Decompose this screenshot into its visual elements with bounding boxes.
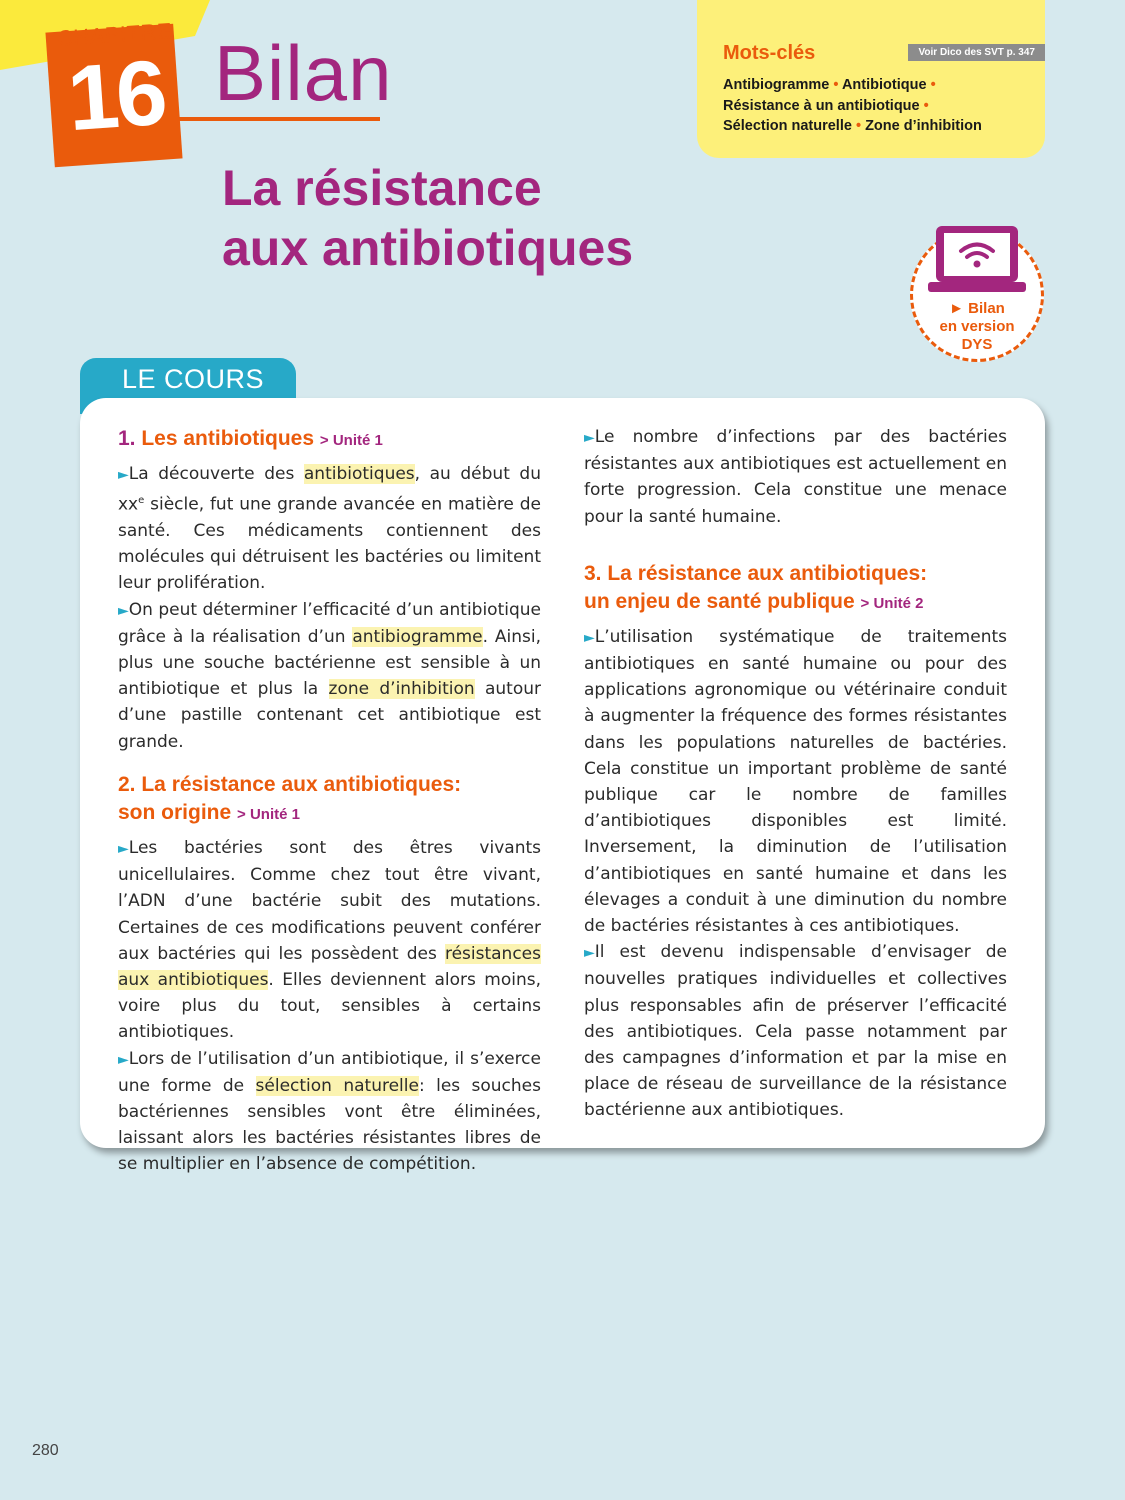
chapter-label: CHAPITRE <box>56 18 173 51</box>
paragraph: ►Les bactéries sont des êtres vivants unicellulaires. Comme chez tout être vivant, l’ADN d’une bactérie subit des mutations. Certaines de ces modifications peuvent conférer aux bactéries qui les possèdent des résistances aux antibiotiques. Elles deviennent alors moins, voire plus du tout, sensibles à certains antibiotiques. <box>118 837 541 1043</box>
arrow-bullet-icon: ► <box>118 840 129 857</box>
bilan-heading: Bilan <box>214 29 393 117</box>
keyword: Antibiotique <box>841 77 927 93</box>
keyword-separator: • <box>855 118 862 134</box>
paragraph: ►Il est devenu indispensable d’envisager de nouvelles pratiques individuelles et collectives plus responsables afin de préserver l’efficacité des antibiotiques. Cela passe notamment par des campagnes d’information et par la mise en place de réseau de surveillance de la résistance bactérienne aux antibiotiques. <box>584 942 1007 1121</box>
section-2-title: 2. La résistance aux antibiotiques: son origine > Unité 1 <box>118 772 462 824</box>
paragraph: ►Le nombre d’infections par des bactéries résistantes aux antibiotiques est actuellement en forte progression. Cela constitue une menace pour la santé humaine. <box>584 427 1007 527</box>
keyword-highlight: antibiotiques <box>303 464 415 484</box>
keyword: Antibiogramme <box>723 77 830 93</box>
paragraph: ►Lors de l’utilisation d’un antibiotique, il s’exerce une forme de sélection naturelle: les souches bactériennes sensibles vont être éliminées, laissant alors les bactéries résistantes libres de se multiplier en l’absence de compétition. <box>118 1048 541 1175</box>
paragraph: ►La découverte des antibiotiques, au début du $xx^e$ siècle, fut une grande avancée en matière de santé. Ces médicaments contiennent des molécules qui détruisent les bactéries ou limitent leur prolifération. <box>118 464 541 594</box>
arrow-bullet-icon: ► <box>584 629 595 646</box>
paragraph: ►On peut déterminer l’efficacité d’un antibiotique grâce à la réalisation d’un antibiogramme. Ainsi, plus une souche bactérienne est sensible à un antibiotique et plus la zone d’inhibition autour d’une pastille contenant cet antibiotique est grande. <box>118 599 541 752</box>
page-title-line2: aux antibiotiques <box>222 220 634 276</box>
unit-link[interactable]: > Unité 1 <box>237 805 300 823</box>
unit-link[interactable]: > Unité 1 <box>319 432 383 449</box>
arrow-bullet-icon: ► <box>118 1051 129 1068</box>
arrow-bullet-icon: ► <box>118 602 129 619</box>
keyword: Sélection naturelle <box>723 118 852 134</box>
page-number: 280 <box>32 1442 59 1459</box>
section-3-title: 3. La résistance aux antibiotiques: un enjeu de santé publique > Unité 2 <box>584 561 928 613</box>
chapter-number: 16 <box>64 41 168 151</box>
keyword-highlight: antibiogramme <box>352 626 483 647</box>
keyword: Résistance à un antibiotique <box>723 97 920 114</box>
keyword-highlight: résistances aux antibiotiques <box>118 943 541 990</box>
left-column <box>118 425 541 1178</box>
keyword-separator: • <box>930 77 936 93</box>
right-column <box>584 424 1007 1124</box>
cours-tab-label: LE COURS <box>122 364 265 394</box>
dictionary-reference[interactable]: Voir Dico des SVT p. 347 <box>908 44 1045 61</box>
keyword-separator: • <box>833 77 839 93</box>
keywords-title: Mots-clés <box>723 42 816 64</box>
arrow-bullet-icon: ► <box>584 945 595 962</box>
paragraph: ►L’utilisation systématique de traitements antibiotiques en santé humaine ou pour des applications agronomique ou vétérinaire conduit à augmenter la fréquence des formes résistantes dans les populations naturelles de bactéries. Cela constitue un important problème de santé publique car le nombre de familles d’antibiotiques disponibles est limité. Inversement, la diminution de l’utilisation d’antibiotiques en santé humaine et dans les élevages a conduit à une diminution du nombre de bactéries résistantes à ces antibiotiques. <box>584 626 1007 937</box>
arrow-bullet-icon: ► <box>584 430 595 446</box>
dys-version-label[interactable]: ► Bilan en version DYS <box>939 300 1015 353</box>
page-title <box>222 158 633 278</box>
page-title-line1: La résistance <box>222 160 542 216</box>
keywords-box <box>697 0 1045 158</box>
section-1-title: 1. Les antibiotiques > Unité 1 <box>118 427 383 450</box>
bilan-underline <box>168 117 380 121</box>
keyword: Zone d’inhibition <box>865 118 982 134</box>
keywords-list <box>723 75 1045 137</box>
arrow-bullet-icon: ► <box>118 467 129 483</box>
keyword-separator: • <box>923 97 929 114</box>
keyword-highlight: zone d’inhibition <box>328 679 475 700</box>
unit-link[interactable]: > Unité 2 <box>860 594 924 612</box>
laptop-wifi-icon <box>928 224 1026 298</box>
keyword-highlight: sélection naturelle <box>255 1075 419 1096</box>
